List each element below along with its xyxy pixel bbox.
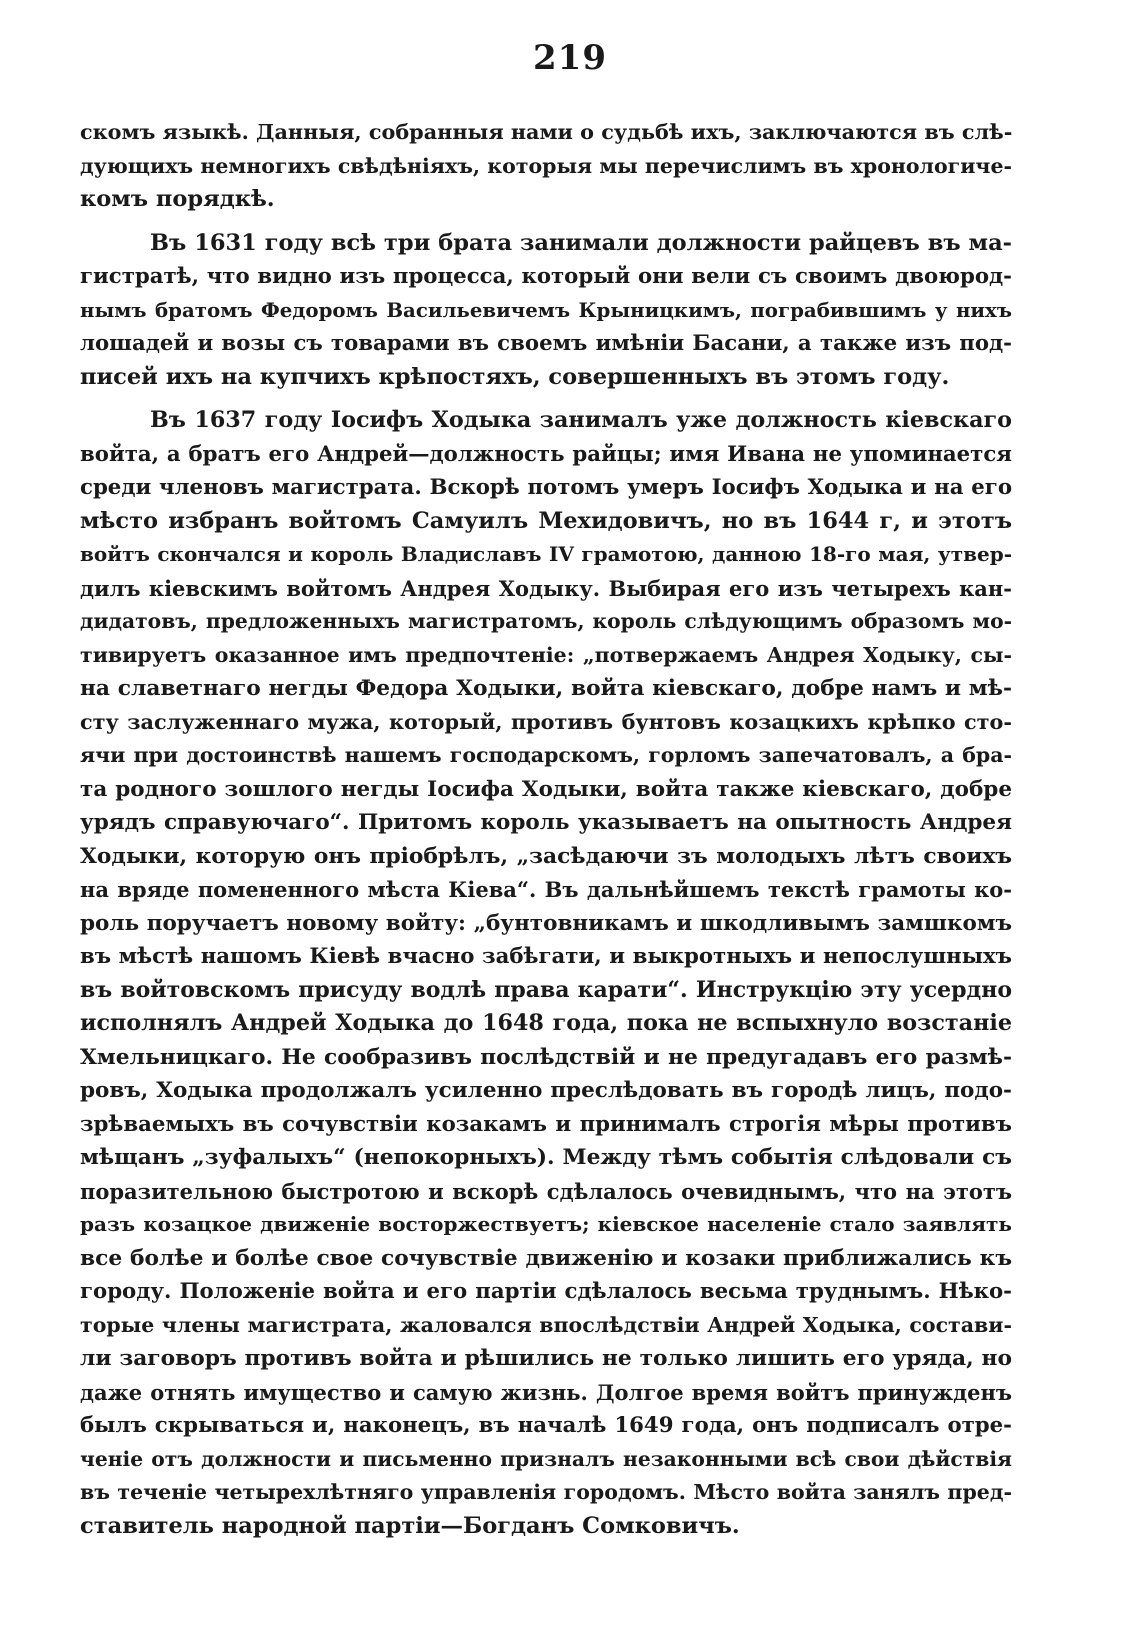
text-line: ячи при достоинствѣ нашемъ господарскомъ, горломъ запечатовалъ, а бра-	[80, 743, 1012, 767]
paragraph-3	[80, 404, 1012, 1543]
text-line: исполнялъ Андрей Ходыка до 1648 года, пока не вспыхнуло возстаніе	[80, 1010, 1012, 1036]
text-line: въ войтовскомъ присуду водлѣ права карати“. Инструкцію эту усердно	[80, 976, 1012, 1003]
text-line: лошадей и возы съ товарами въ своемъ имѣніи Басани, а также изъ под-	[80, 331, 1012, 356]
text-line: Хмельницкаго. Не сообразивъ послѣдствій и не предугадавъ его размѣ-	[80, 1044, 1012, 1070]
text-line: войтъ скончался и король Владиславъ IV грамотою, данною 18-го мая, утвер-	[80, 542, 1012, 566]
text-line: та родного зошлого негды Іосифа Ходыки, войта также кіевскаго, добре	[80, 776, 1012, 802]
text-line: Ходыки, которую онъ пріобрѣлъ, „засѣдаючи зъ молодыхъ лѣтъ своихъ	[80, 843, 1012, 869]
text-line: сту заслуженнаго мужа, который, противъ бунтовъ козацкихъ крѣпко сто-	[80, 709, 1012, 734]
text-line: разъ козацкое движеніе восторжествуетъ; кіевское населеніе стало заявлять	[80, 1212, 1012, 1236]
text-line: урядъ справуючаго“. Притомъ король указываетъ на опытность Андрея	[80, 810, 1012, 835]
text-line: поразительною быстротою и вскорѣ сдѣлалось очевиднымъ, что на этотъ	[80, 1178, 1012, 1204]
text-line: ли заговоръ противъ войта и рѣшились не только лишить его уряда, но	[80, 1346, 1012, 1371]
paragraph-2	[80, 227, 1012, 395]
text-line: въ мѣстѣ нашомъ Кіевѣ вчасно забѣгати, и выкротныхъ и непослушныхъ	[80, 944, 1012, 969]
text-line: городу. Положеніе войта и его партіи сдѣлалось весьма труднымъ. Нѣко-	[80, 1279, 1012, 1304]
text-line: комъ порядкѣ.	[80, 186, 275, 212]
text-line: мѣщанъ „зуфалыхъ“ (непокорныхъ). Между тѣмъ событія слѣдовали съ	[80, 1145, 1012, 1170]
text-line: гистратѣ, что видно изъ процесса, который они вели съ своимъ двоюрод-	[80, 264, 1012, 289]
text-line: на славетнаго негды Федора Ходыки, войта кіевскаго, добре намъ и мѣ-	[80, 676, 1012, 701]
text-line: войта, а братъ его Андрей—должность райцы; имя Ивана не упоминается	[80, 441, 1012, 467]
body-text	[80, 116, 1012, 1543]
text-line: Въ 1637 году Іосифъ Ходыка занималъ уже должность кіевскаго	[150, 407, 1012, 433]
text-line: все болѣе и болѣе свое сочувствіе движенію и козаки приближались къ	[80, 1245, 1012, 1271]
text-line: мѣсто избранъ войтомъ Самуилъ Мехидовичъ, но въ 1644 г, и этотъ	[80, 507, 1012, 534]
text-line: нымъ братомъ Федоромъ Васильевичемъ Крыницкимъ, пограбившимъ у нихъ	[80, 297, 1012, 322]
text-line: Въ 1631 году всѣ три брата занимали должности райцевъ въ ма-	[150, 229, 1012, 256]
text-line: былъ скрываться и, наконецъ, въ началѣ 1649 года, онъ подписалъ отре-	[80, 1413, 1012, 1438]
text-line: дилъ кіевскимъ войтомъ Андрея Ходыку. Выбирая его изъ четырехъ кан-	[80, 575, 1012, 601]
text-line: дидатовъ, предложенныхъ магистратомъ, король слѣдующимъ образомъ мо-	[80, 609, 1012, 633]
text-line: роль поручаетъ новому войту: „бунтовникамъ и шкодливымъ замшкомъ	[80, 910, 1012, 936]
text-line: писей ихъ на купчихъ крѣпостяхъ, совершенныхъ въ этомъ году.	[80, 363, 950, 390]
text-line: въ теченіе четырехлѣтняго управленія городомъ. Мѣсто войта занялъ пред-	[80, 1480, 1012, 1504]
text-line: даже отнять имущество и самую жизнь. Долгое время войтъ принужденъ	[80, 1379, 1012, 1405]
page-number: 219	[533, 38, 607, 78]
text-line: тивируетъ оказанное имъ предпочтеніе: „потвержаемъ Андрея Ходыку, сы-	[80, 642, 1012, 667]
text-line: дующихъ немногихъ свѣдѣніяхъ, которыя мы перечислимъ въ хронологиче-	[80, 153, 1012, 178]
text-line: торые члены магистрата, жаловался впослѣдствіи Андрей Ходыка, состави-	[80, 1312, 1012, 1337]
text-line: скомъ языкѣ. Данныя, собранныя нами о судьбѣ ихъ, заключаются въ слѣ-	[80, 120, 1012, 144]
text-line: на вряде помененного мѣста Кіева“. Въ дальнѣйшемъ текстѣ грамоты ко-	[80, 877, 1012, 902]
text-line: среди членовъ магистрата. Вскорѣ потомъ умеръ Іосифъ Ходыка и на его	[80, 475, 1012, 500]
text-line: ченіе отъ должности и письменно призналъ незаконными всѣ свои дѣйствія	[80, 1446, 1012, 1471]
paragraph-1	[80, 116, 1012, 217]
text-line: зрѣваемыхъ въ сочувствіи козакамъ и принималъ строгія мѣры противъ	[80, 1111, 1012, 1137]
text-line: ставитель народной партіи—Богданъ Сомковичъ.	[80, 1512, 740, 1539]
text-line: ровъ, Ходыка продолжалъ усиленно преслѣдовать въ городѣ лицъ, подо-	[80, 1078, 1012, 1103]
